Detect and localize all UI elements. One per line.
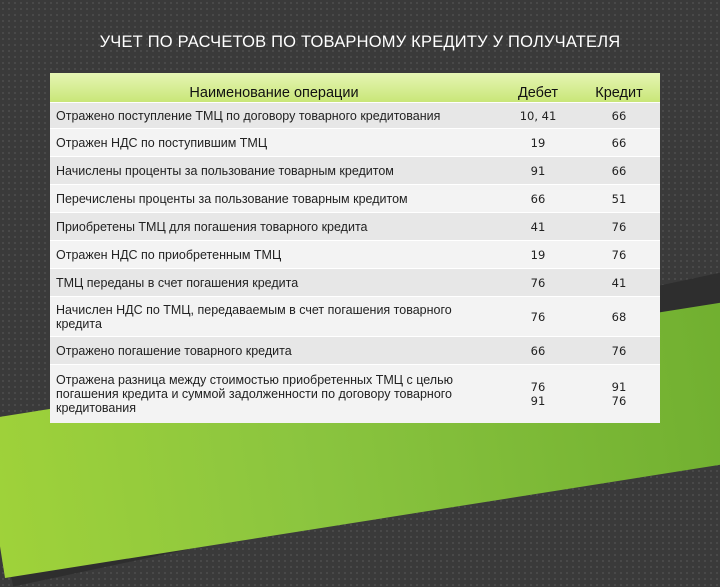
header-debit: Дебет (498, 73, 578, 103)
debit-cell: 10, 41 (498, 103, 578, 129)
credit-cell: 66 (578, 103, 660, 129)
operation-cell: Отражена разница между стоимостью приобретенных ТМЦ с целью погашения кредита и суммой задолженности по договору товарного кредитования (50, 365, 498, 423)
operation-cell: Отражен НДС по поступившим ТМЦ (50, 129, 498, 157)
operation-cell: Приобретены ТМЦ для погашения товарного кредита (50, 213, 498, 241)
debit-cell: 76 (498, 269, 578, 297)
credit-cell: 41 (578, 269, 660, 297)
table-row (50, 297, 660, 337)
credit-cell: 51 (578, 185, 660, 213)
credit-cell: 68 (578, 297, 660, 337)
table-header-row (50, 73, 660, 103)
debit-cell: 66 (498, 337, 578, 365)
debit-cell: 76 (498, 297, 578, 337)
table-row (50, 103, 660, 129)
credit-cell: 66 (578, 129, 660, 157)
table-row (50, 157, 660, 185)
operation-cell: ТМЦ переданы в счет погашения кредита (50, 269, 498, 297)
credit-cell: 91 76 (578, 365, 660, 423)
slide-title: УЧЕТ ПО РАСЧЕТОВ ПО ТОВАРНОМУ КРЕДИТУ У ПОЛУЧАТЕЛЯ (99, 33, 621, 51)
table-row (50, 241, 660, 269)
operations-table (50, 73, 660, 423)
table-row (50, 337, 660, 365)
debit-cell: 76 91 (498, 365, 578, 423)
table-row (50, 269, 660, 297)
table-row (50, 185, 660, 213)
debit-cell: 19 (498, 241, 578, 269)
credit-cell: 66 (578, 157, 660, 185)
debit-cell: 66 (498, 185, 578, 213)
operation-cell: Начислен НДС по ТМЦ, передаваемым в счет погашения товарного кредита (50, 297, 498, 337)
operation-cell: Отражено поступление ТМЦ по договору товарного кредитования (50, 103, 498, 129)
operation-cell: Отражено погашение товарного кредита (50, 337, 498, 365)
header-operation: Наименование операции (50, 73, 498, 103)
table-row (50, 213, 660, 241)
credit-cell: 76 (578, 337, 660, 365)
debit-cell: 41 (498, 213, 578, 241)
header-credit: Кредит (578, 73, 660, 103)
debit-cell: 91 (498, 157, 578, 185)
operation-cell: Отражен НДС по приобретенным ТМЦ (50, 241, 498, 269)
credit-cell: 76 (578, 213, 660, 241)
table-row (50, 365, 660, 423)
operation-cell: Начислены проценты за пользование товарным кредитом (50, 157, 498, 185)
table-row (50, 129, 660, 157)
debit-cell: 19 (498, 129, 578, 157)
operation-cell: Перечислены проценты за пользование товарным кредитом (50, 185, 498, 213)
credit-cell: 76 (578, 241, 660, 269)
